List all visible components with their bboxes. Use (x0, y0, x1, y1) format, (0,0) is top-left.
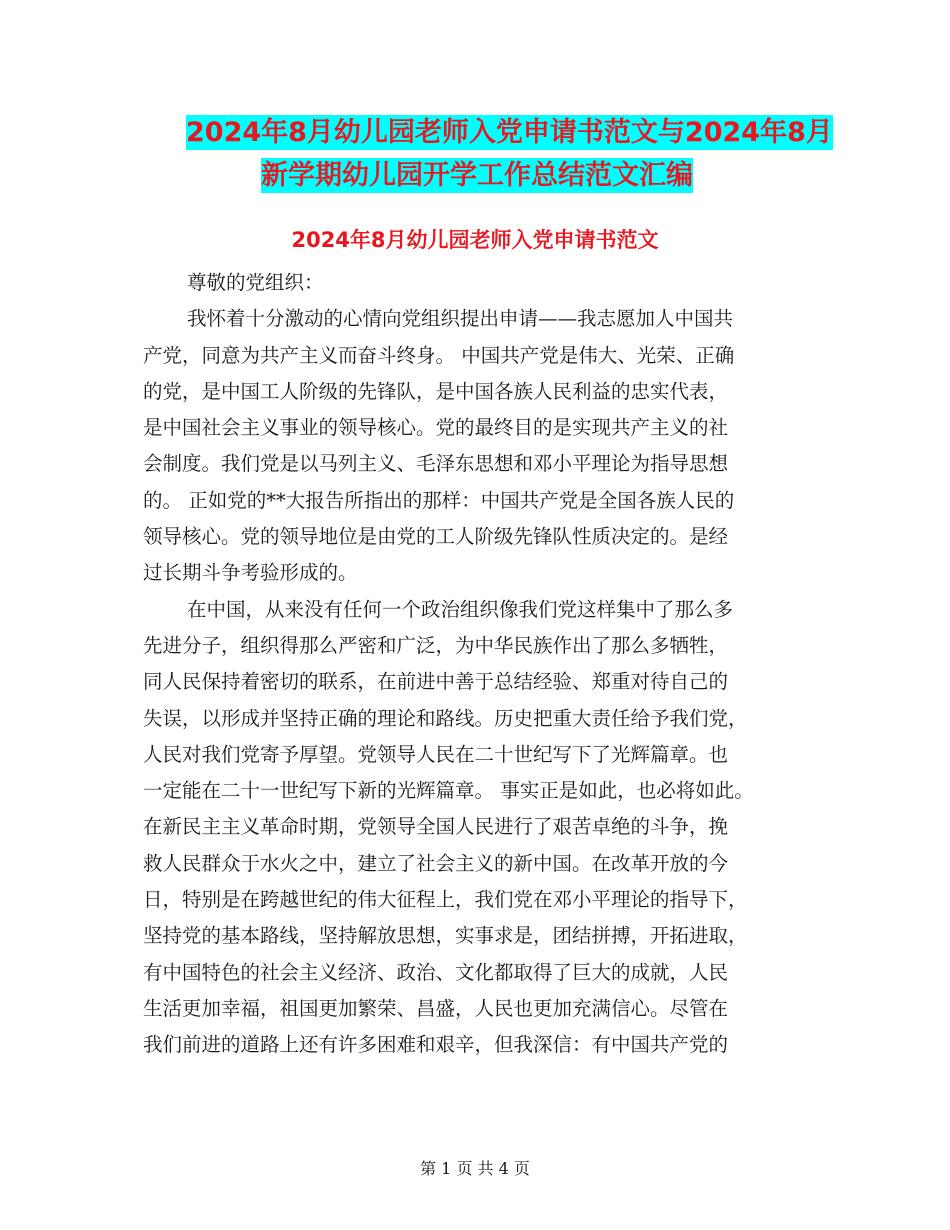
body-line: 救人民群众于水火之中，建立了社会主义的新中国。在改革开放的今 (143, 851, 729, 875)
body-line: 一定能在二十一世纪写下新的光辉篇章。 事实正是如此，也必将如此。 (143, 779, 754, 803)
body-line: 产党，同意为共产主义而奋斗终身。 中国共产党是伟大、光荣、正确 (143, 343, 735, 367)
section-title: 2024年8月幼儿园老师入党申请书范文 (291, 228, 659, 252)
body-line: 有中国特色的社会主义经济、政治、文化都取得了巨大的成就，人民 (143, 960, 729, 984)
body-line: 会制度。我们党是以马列主义、毛泽东思想和邓小平理论为指导思想 (143, 452, 729, 476)
body-line: 的。 正如党的**大报告所指出的那样：中国共产党是全国各族人民的 (143, 488, 735, 512)
body-line: 先进分子，组织得那么严密和广泛，为中华民族作出了那么多牺牲， (143, 633, 729, 657)
salutation: 尊敬的党组织： (187, 271, 324, 294)
body-line: 在中国，从来没有任何一个政治组织像我们党这样集中了那么多 (187, 597, 734, 621)
body-line: 同人民保持着密切的联系，在前进中善于总结经验、郑重对待自己的 (143, 670, 729, 694)
body-line: 领导核心。党的领导地位是由党的工人阶级先锋队性质决定的。是经 (143, 525, 729, 549)
body-line: 我们前进的道路上还有许多困难和艰辛，但我深信：有中国共产党的 (143, 1033, 729, 1057)
body-line: 过长期斗争考验形成的。 (143, 561, 358, 585)
body-line: 我怀着十分激动的心情向党组织提出申请——我志愿加人中国共 (187, 307, 734, 331)
body-text (143, 265, 823, 1064)
body-line: 在新民主主义革命时期，党领导全国人民进行了艰苦卓绝的斗争，挽 (143, 815, 729, 839)
body-line: 人民对我们党寄予厚望。党领导人民在二十世纪写下了光辉篇章。也 (143, 742, 729, 766)
document-title (186, 111, 833, 197)
title-line-1: 2024年8月幼儿园老师入党申请书范文与2024年8月 (186, 117, 833, 148)
body-line: 生活更加幸福，祖国更加繁荣、昌盛，人民也更加充满信心。尽管在 (143, 996, 729, 1020)
page-footer: 第 1 页 共 4 页 (420, 1159, 530, 1178)
body-line: 的党，是中国工人阶级的先锋队，是中国各族人民利益的忠实代表， (143, 379, 729, 403)
title-line-2: 新学期幼儿园开学工作总结范文汇编 (261, 160, 693, 191)
body-line: 坚持党的基本路线，坚持解放思想，实事求是，团结拼搏，开拓进取， (143, 924, 748, 948)
body-line: 是中国社会主义事业的领导核心。党的最终目的是实现共产主义的社 (143, 416, 729, 440)
body-line: 失误，以形成并坚持正确的理论和路线。历史把重大责任给予我们党， (143, 706, 748, 730)
body-line: 日，特别是在跨越世纪的伟大征程上，我们党在邓小平理论的指导下， (143, 888, 748, 912)
